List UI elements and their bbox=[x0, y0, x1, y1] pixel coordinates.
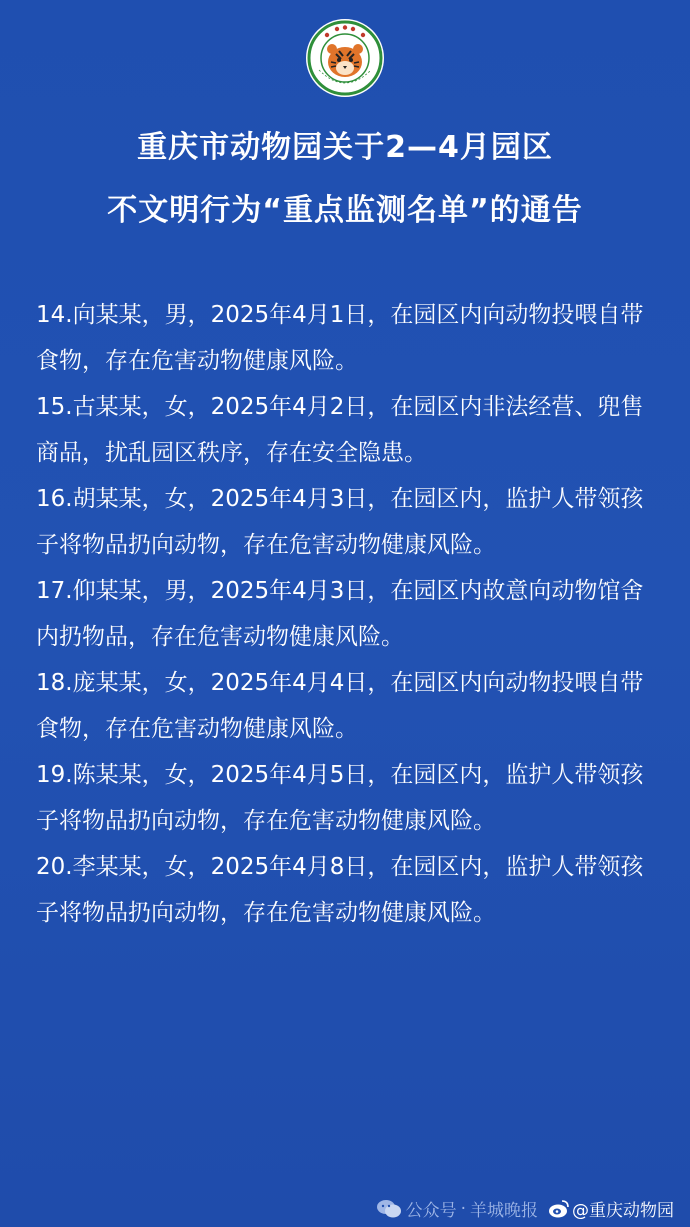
notice-entries bbox=[36, 292, 656, 936]
watermark-source-name: 羊城晚报 bbox=[470, 1201, 538, 1221]
tiger-seal-logo-icon bbox=[305, 18, 385, 98]
watermark-footer bbox=[376, 1196, 674, 1221]
notice-entry-18: 18.庞某某，女，2025年4月4日，在园区内向动物投喂自带食物，存在危害动物健康风险。 bbox=[36, 670, 644, 742]
notice-entry-16: 16.胡某某，女，2025年4月3日，在园区内，监护人带领孩子将物品扔向动物，存在危害动物健康风险。 bbox=[36, 486, 644, 558]
notice-entry-15: 15.古某某，女，2025年4月2日，在园区内非法经营、兜售商品，扰乱园区秩序，存在安全隐患。 bbox=[36, 394, 644, 466]
weibo-account: @重庆动物园 bbox=[572, 1201, 674, 1221]
notice-title-line-1: 重庆市动物园关于2—4月园区 bbox=[137, 130, 553, 165]
wechat-icon bbox=[376, 1199, 402, 1219]
notice-entry-20: 20.李某某，女，2025年4月8日，在园区内，监护人带领孩子将物品扔向动物，存在危害动物健康风险。 bbox=[36, 854, 644, 926]
notice-title-line-2: 不文明行为“重点监测名单”的通告 bbox=[107, 193, 583, 228]
weibo-icon bbox=[548, 1199, 570, 1219]
watermark-separator: · bbox=[460, 1198, 466, 1219]
notice-entry-19: 19.陈某某，女，2025年4月5日，在园区内，监护人带领孩子将物品扔向动物，存在危害动物健康风险。 bbox=[36, 762, 644, 834]
notice-entry-14: 14.向某某，男，2025年4月1日，在园区内向动物投喂自带食物，存在危害动物健康风险。 bbox=[36, 302, 644, 374]
watermark-source-label: 公众号 bbox=[405, 1201, 457, 1221]
notice-entry-17: 17.仰某某，男，2025年4月3日，在园区内故意向动物馆舍内扔物品，存在危害动物健康风险。 bbox=[36, 578, 644, 650]
